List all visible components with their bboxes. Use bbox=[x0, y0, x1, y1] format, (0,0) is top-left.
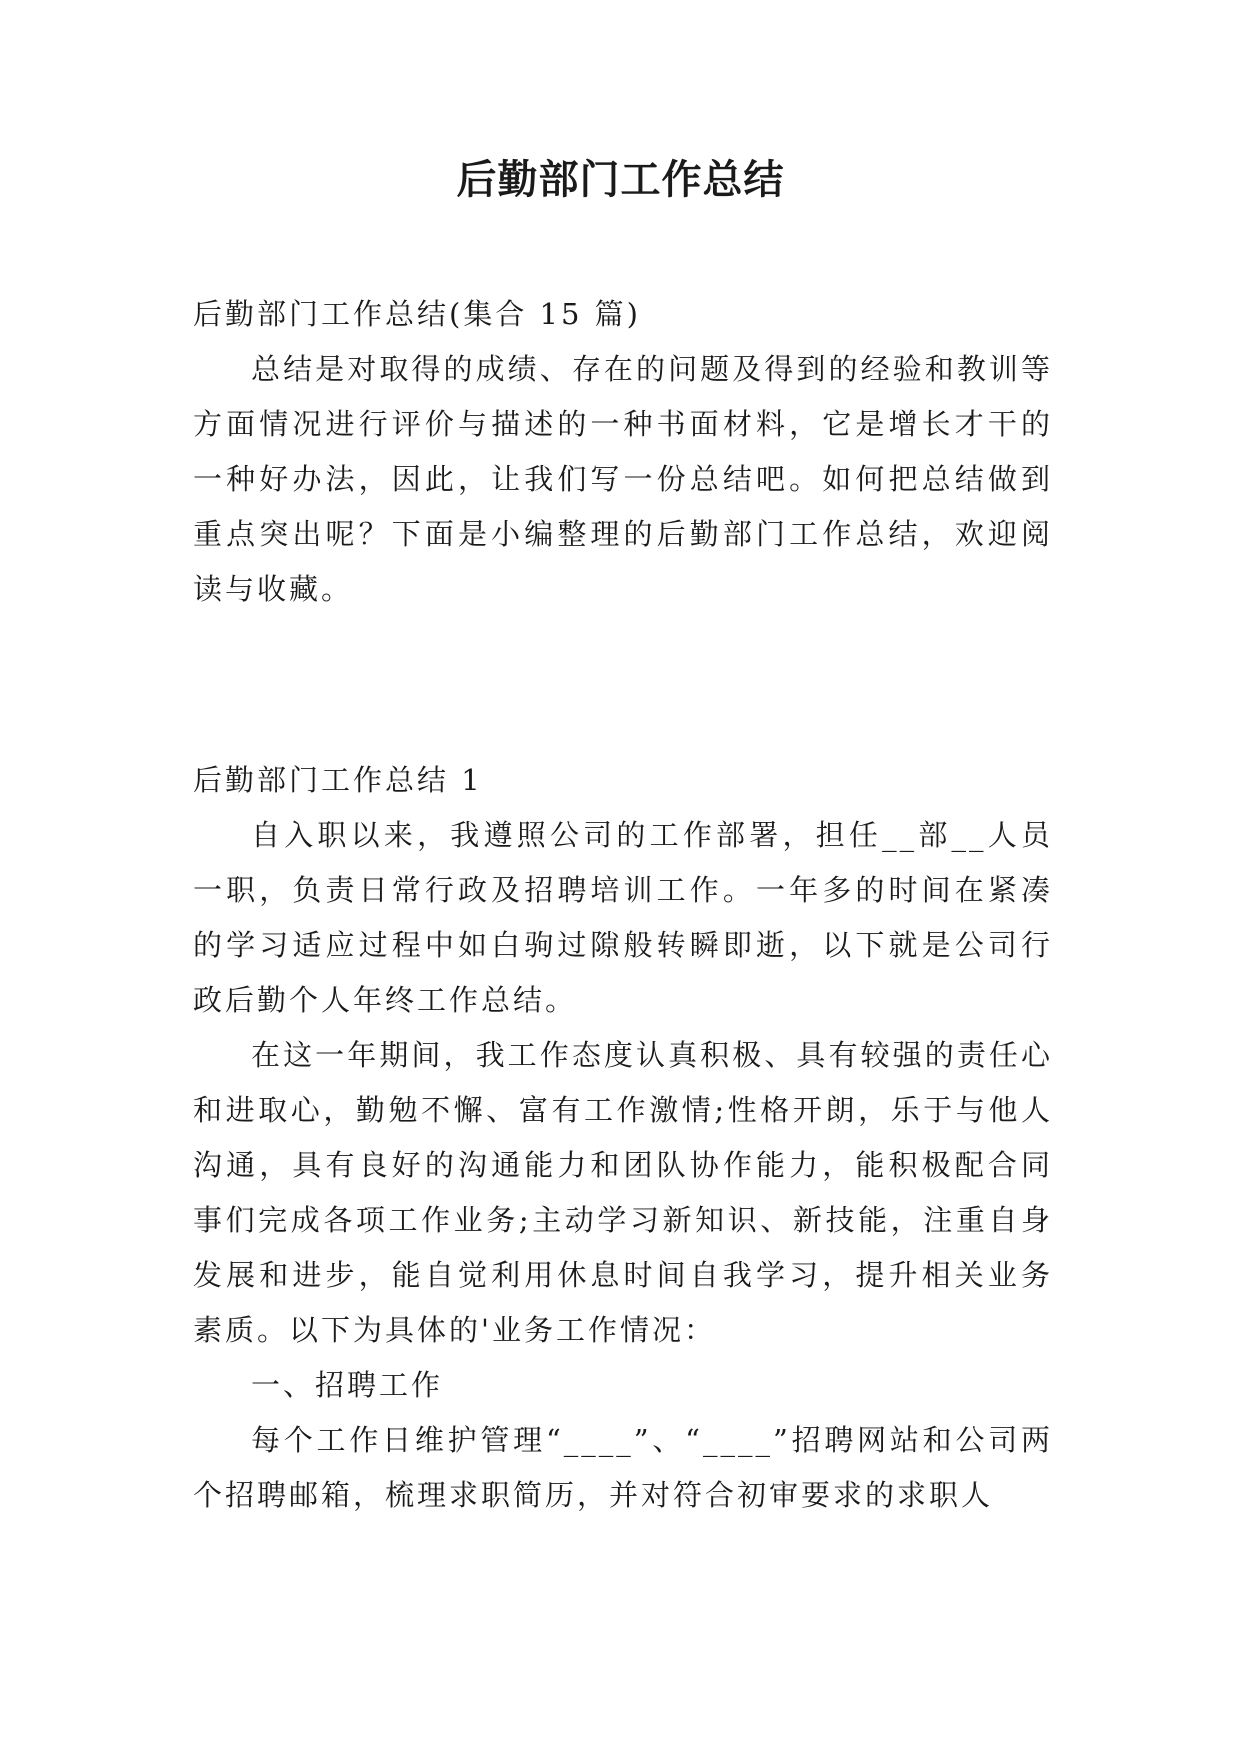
section-1-subheading-recruitment: 一、招聘工作 bbox=[251, 1368, 444, 1402]
intro-paragraph: 总结是对取得的成绩、存在的问题及得到的经验和教训等方面情况进行评价与描述的一种书面材料，它是增长才干的一种好办法，因此，让我们写一份总结吧。如何把总结做到重点突出呢？下面是小编整理的后勤部门工作总结，欢迎阅读与收藏。 bbox=[193, 352, 1053, 606]
section-1-heading: 后勤部门工作总结 1 bbox=[193, 763, 483, 797]
section-1-paragraph-2: 在这一年期间，我工作态度认真积极、具有较强的责任心和进取心，勤勉不懈、富有工作激情;性格开朗，乐于与他人沟通，具有良好的沟通能力和团队协作能力，能积极配合同事们完成各项工作业务;主动学习新知识、新技能，注重自身发展和进步，能自觉利用休息时间自我学习，提升相关业务素质。以下为具体的'业务工作情况： bbox=[193, 1038, 1053, 1347]
document-title: 后勤部门工作总结 bbox=[456, 157, 785, 203]
section-1 bbox=[193, 753, 1053, 1523]
collection-subtitle: 后勤部门工作总结(集合 15 篇) bbox=[193, 297, 641, 331]
section-1-paragraph-1: 自入职以来，我遵照公司的工作部署，担任__部__人员一职，负责日常行政及招聘培训工作。一年多的时间在紧凑的学习适应过程中如白驹过隙般转瞬即逝，以下就是公司行政后勤个人年终工作总结。 bbox=[193, 818, 1053, 1017]
section-1-paragraph-3: 每个工作日维护管理“____”、“____”招聘网站和公司两个招聘邮箱，梳理求职简历，并对符合初审要求的求职人 bbox=[193, 1423, 1053, 1512]
intro-section bbox=[193, 287, 1053, 617]
